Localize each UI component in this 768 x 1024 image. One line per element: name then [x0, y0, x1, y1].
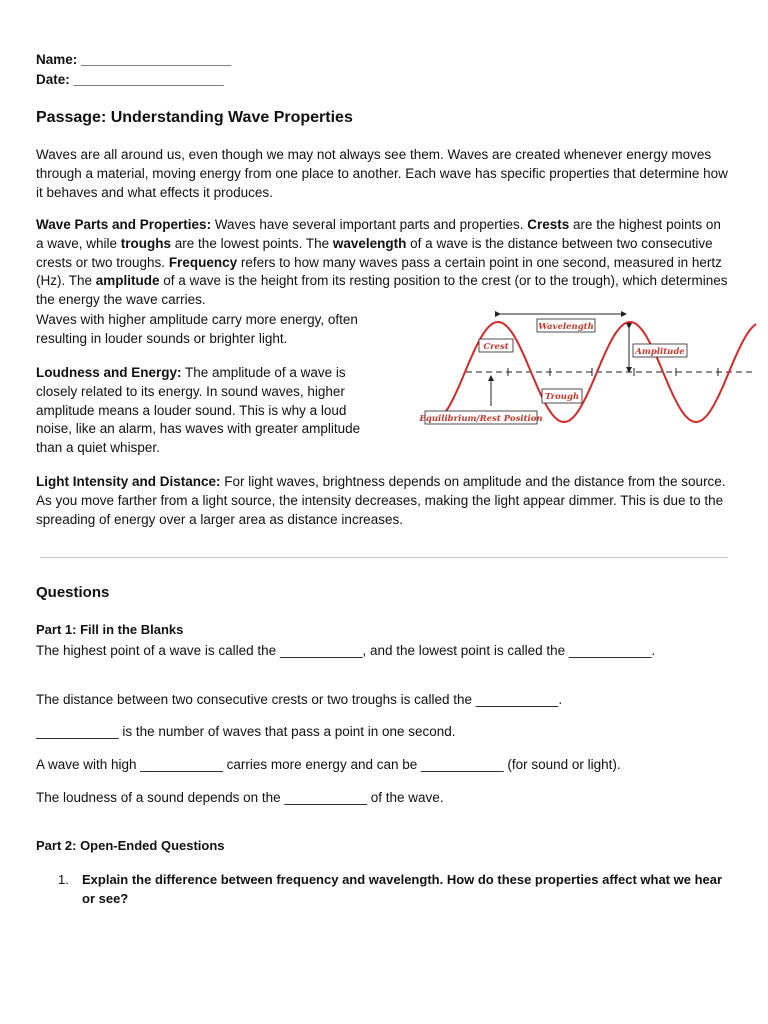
wave-parts-paragraph	[36, 216, 730, 310]
light-heading: Light Intensity and Distance:	[36, 474, 221, 489]
term-frequency: Frequency	[168, 254, 238, 270]
light-paragraph	[36, 473, 730, 529]
term-troughs: troughs	[120, 235, 172, 251]
wave-parts-text-3: are the lowest points. The	[171, 235, 333, 251]
amplitude-label: Amplitude	[635, 347, 685, 357]
fill-blank-2: The distance between two consecutive crests or two troughs is called the ___________.	[36, 692, 563, 707]
term-wavelength: wavelength	[332, 235, 407, 251]
questions-title: Questions	[36, 584, 110, 601]
light-text: For light waves, brightness depends on amplitude and the distance from the source. As you move farther from a light source, the intensity decreases, making the light appear dimmer. This is due to the spreading of energy over a larger area as distance increases.	[36, 474, 726, 527]
wave-parts-text-1: Waves have several important parts and properties.	[211, 217, 528, 232]
wave-parts-text-6: of a wave is the height from its resting position to the crest (or to the trough), which determines the energy the wave carries.	[36, 273, 728, 308]
crest-label: Crest	[483, 342, 509, 352]
section-divider	[40, 557, 728, 558]
wave-diagram-svg	[388, 308, 758, 430]
fill-blank-4: A wave with high ___________ carries more energy and can be ___________ (for sound or light).	[36, 757, 621, 772]
open-question-1-number: 1.	[58, 872, 69, 887]
wave-parts-text-2: are the highest points on a wave, while	[36, 217, 721, 251]
loudness-paragraph	[36, 364, 370, 458]
fill-blank-1: The highest point of a wave is called the ___________, and the lowest point is called the ___________.	[36, 643, 656, 658]
fill-blank-5: The loudness of a sound depends on the ___________ of the wave.	[36, 790, 444, 805]
name-field: Name: ____________________	[36, 52, 232, 67]
passage-title: Passage: Understanding Wave Properties	[36, 109, 353, 126]
wavelength-label: Wavelength	[538, 322, 594, 332]
wave-parts-continuation: Waves with higher amplitude carry more energy, often resulting in louder sounds or brighter light.	[36, 312, 358, 346]
equilibrium-label: Equilibrium/Rest Position	[419, 414, 543, 424]
wave-parts-heading: Wave Parts and Properties:	[36, 217, 212, 232]
part1-heading: Part 1: Fill in the Blanks	[36, 622, 184, 637]
wave-diagram	[388, 308, 758, 430]
loudness-text: The amplitude of a wave is closely related to its energy. In sound waves, higher amplitude means a louder sound. This is why a loud noise, like an alarm, has waves with greater amplitude than a quiet whisper.	[36, 365, 361, 456]
date-field: Date: ____________________	[36, 72, 224, 87]
fill-blank-3: ___________ is the number of waves that pass a point in one second.	[36, 724, 456, 739]
intro-paragraph: Waves are all around us, even though we may not always see them. Waves are created whenever energy moves through a material, moving energy from one place to another. Each wave has specific properties that determine how it behaves and what effects it produces.	[36, 147, 728, 200]
trough-label: Trough	[544, 392, 580, 402]
open-question-1-text: Explain the difference between frequency and wavelength. How do these properties affect what we hear or see?	[82, 872, 723, 906]
term-crests: Crests	[527, 217, 570, 232]
loudness-heading: Loudness and Energy:	[36, 365, 182, 380]
wave-parts-text-5: refers to how many waves pass a certain point in one second, measured in hertz (Hz). The	[36, 254, 722, 289]
part2-heading: Part 2: Open-Ended Questions	[36, 838, 225, 853]
wave-parts-text-4: of a wave is the distance between two consecutive crests or two troughs.	[36, 235, 713, 270]
term-amplitude: amplitude	[95, 273, 160, 289]
